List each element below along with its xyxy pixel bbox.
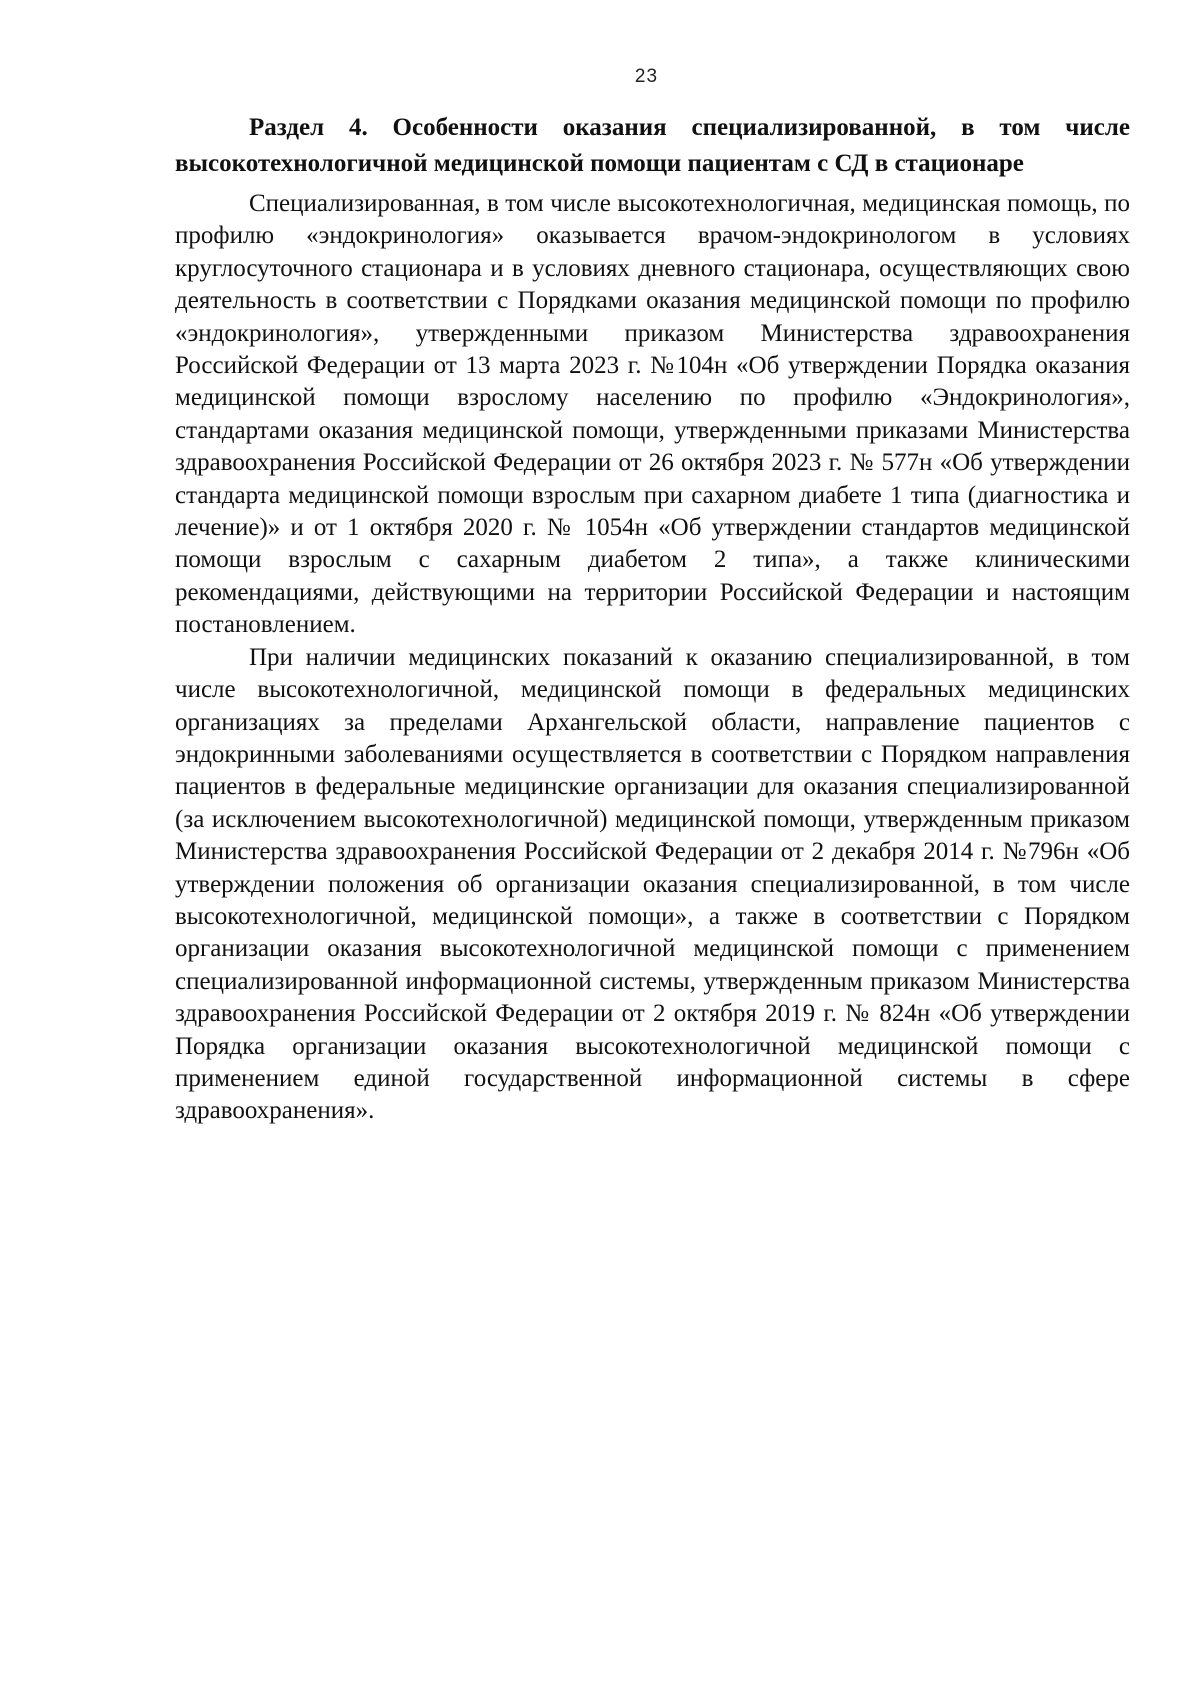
document-body xyxy=(175,110,1130,1128)
paragraph-federal-referral: При наличии медицинских показаний к оказанию специализированной, в том числе высокотехнологичной, медицинской помощи в федеральных медицинских организациях за пределами Архангельской области, направление пациентов с эндокринными заболеваниями осуществляется в соответствии с Порядком направления пациентов в федеральные медицинские организации для оказания специализированной (за исключением высокотехнологичной) медицинской помощи, утвержденным приказом Министерства здравоохранения Российской Федерации от 2 декабря 2014 г. №796н «Об утверждении положения об организации оказания специализированной, в том числе высокотехнологичной, медицинской помощи», а также в соответствии с Порядком организации оказания высокотехнологичной медицинской помощи с применением специализированной информационной системы, утвержденным приказом Министерства здравоохранения Российской Федерации от 2 октября 2019 г. № 824н «Об утверждении Порядка организации оказания высокотехнологичной медицинской помощи с применением единой государственной информационной системы в сфере здравоохранения». xyxy=(175,643,1130,1125)
page-number: 23 xyxy=(634,66,659,87)
paragraph-specialized-care: Специализированная, в том числе высокотехнологичная, медицинская помощь, по профилю «эндокринология» оказывается врачом-эндокринологом в условиях круглосуточного стационара и в условиях дневного стационара, осуществляющих свою деятельность в соответствии с Порядками оказания медицинской помощи по профилю «эндокринология», утвержденными приказом Министерства здравоохранения Российской Федерации от 13 марта 2023 г. №104н «Об утверждении Порядка оказания медицинской помощи взрослому населению по профилю «Эндокринология», стандартами оказания медицинской помощи, утвержденными приказами Министерства здравоохранения Российской Федерации от 26 октября 2023 г. № 577н «Об утверждении стандарта медицинской помощи взрослым при сахарном диабете 1 типа (диагностика и лечение)» и от 1 октября 2020 г. № 1054н «Об утверждении стандартов медицинской помощи взрослым с сахарным диабетом 2 типа», а также клиническими рекомендациями, действующими на территории Российской Федерации и настоящим постановлением. xyxy=(175,190,1130,639)
section-heading: Раздел 4. Особенности оказания специализированной, в том числе высокотехнологичной медицинской помощи пациентам с СД в стационаре xyxy=(175,114,1130,177)
